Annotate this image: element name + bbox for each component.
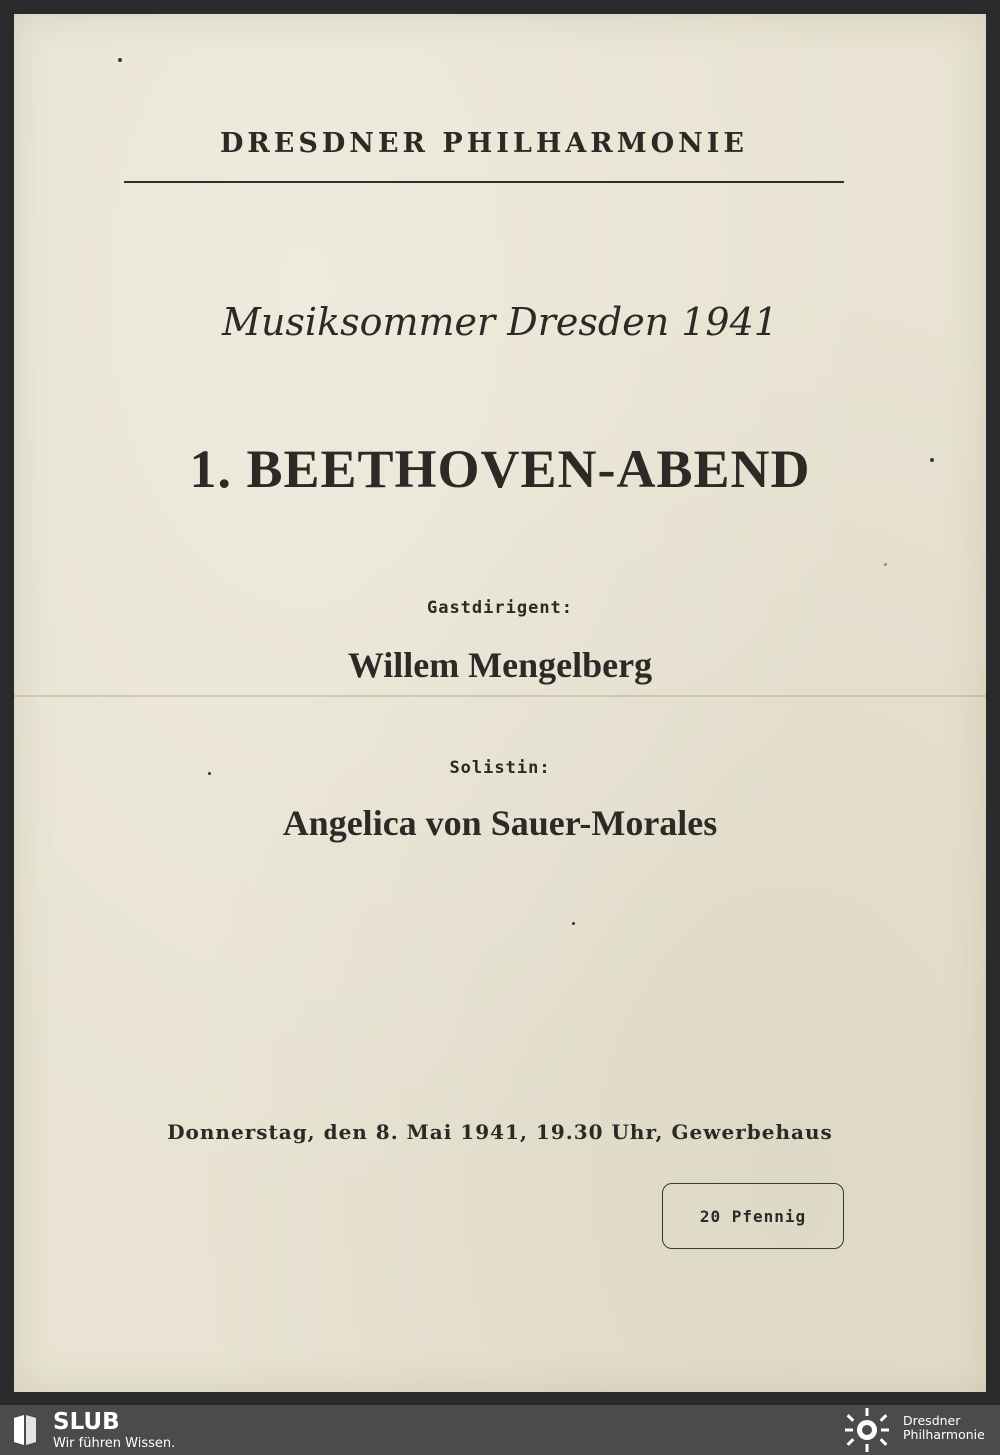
partner-name-line1: Dresdner — [903, 1413, 961, 1428]
partner-name — [903, 1414, 985, 1442]
paper-speck — [572, 922, 575, 925]
paper-speck — [884, 563, 887, 566]
library-tagline: Wir führen Wissen. — [53, 1436, 176, 1451]
concert-title: 1. BEETHOVEN-ABEND — [189, 439, 811, 499]
heading-rule — [124, 181, 844, 183]
date-venue-line: Donnerstag, den 8. Mai 1941, 19.30 Uhr, Gewerbehaus — [167, 1120, 833, 1144]
viewer-footer — [0, 1405, 1000, 1455]
soloist-label: Solistin: — [449, 758, 551, 778]
conductor-name: Willem Mengelberg — [347, 645, 653, 685]
price-box — [662, 1183, 844, 1249]
book-icon — [12, 1412, 38, 1448]
soloist-name: Angelica von Sauer-Morales — [282, 803, 718, 843]
price-label: 20 Pfennig — [699, 1206, 807, 1226]
series-title: Musiksommer Dresden 1941 — [222, 300, 778, 344]
philharmonie-logo-icon[interactable] — [840, 1408, 894, 1452]
partner-name-line2: Philharmonie — [903, 1427, 985, 1442]
organization-heading: DRESDNER PHILHARMONIE — [219, 128, 749, 159]
paper-fold-line — [14, 695, 986, 697]
library-name[interactable]: SLUB — [53, 1409, 120, 1435]
paper-speck — [118, 58, 122, 62]
conductor-label: Gastdirigent: — [426, 598, 574, 618]
